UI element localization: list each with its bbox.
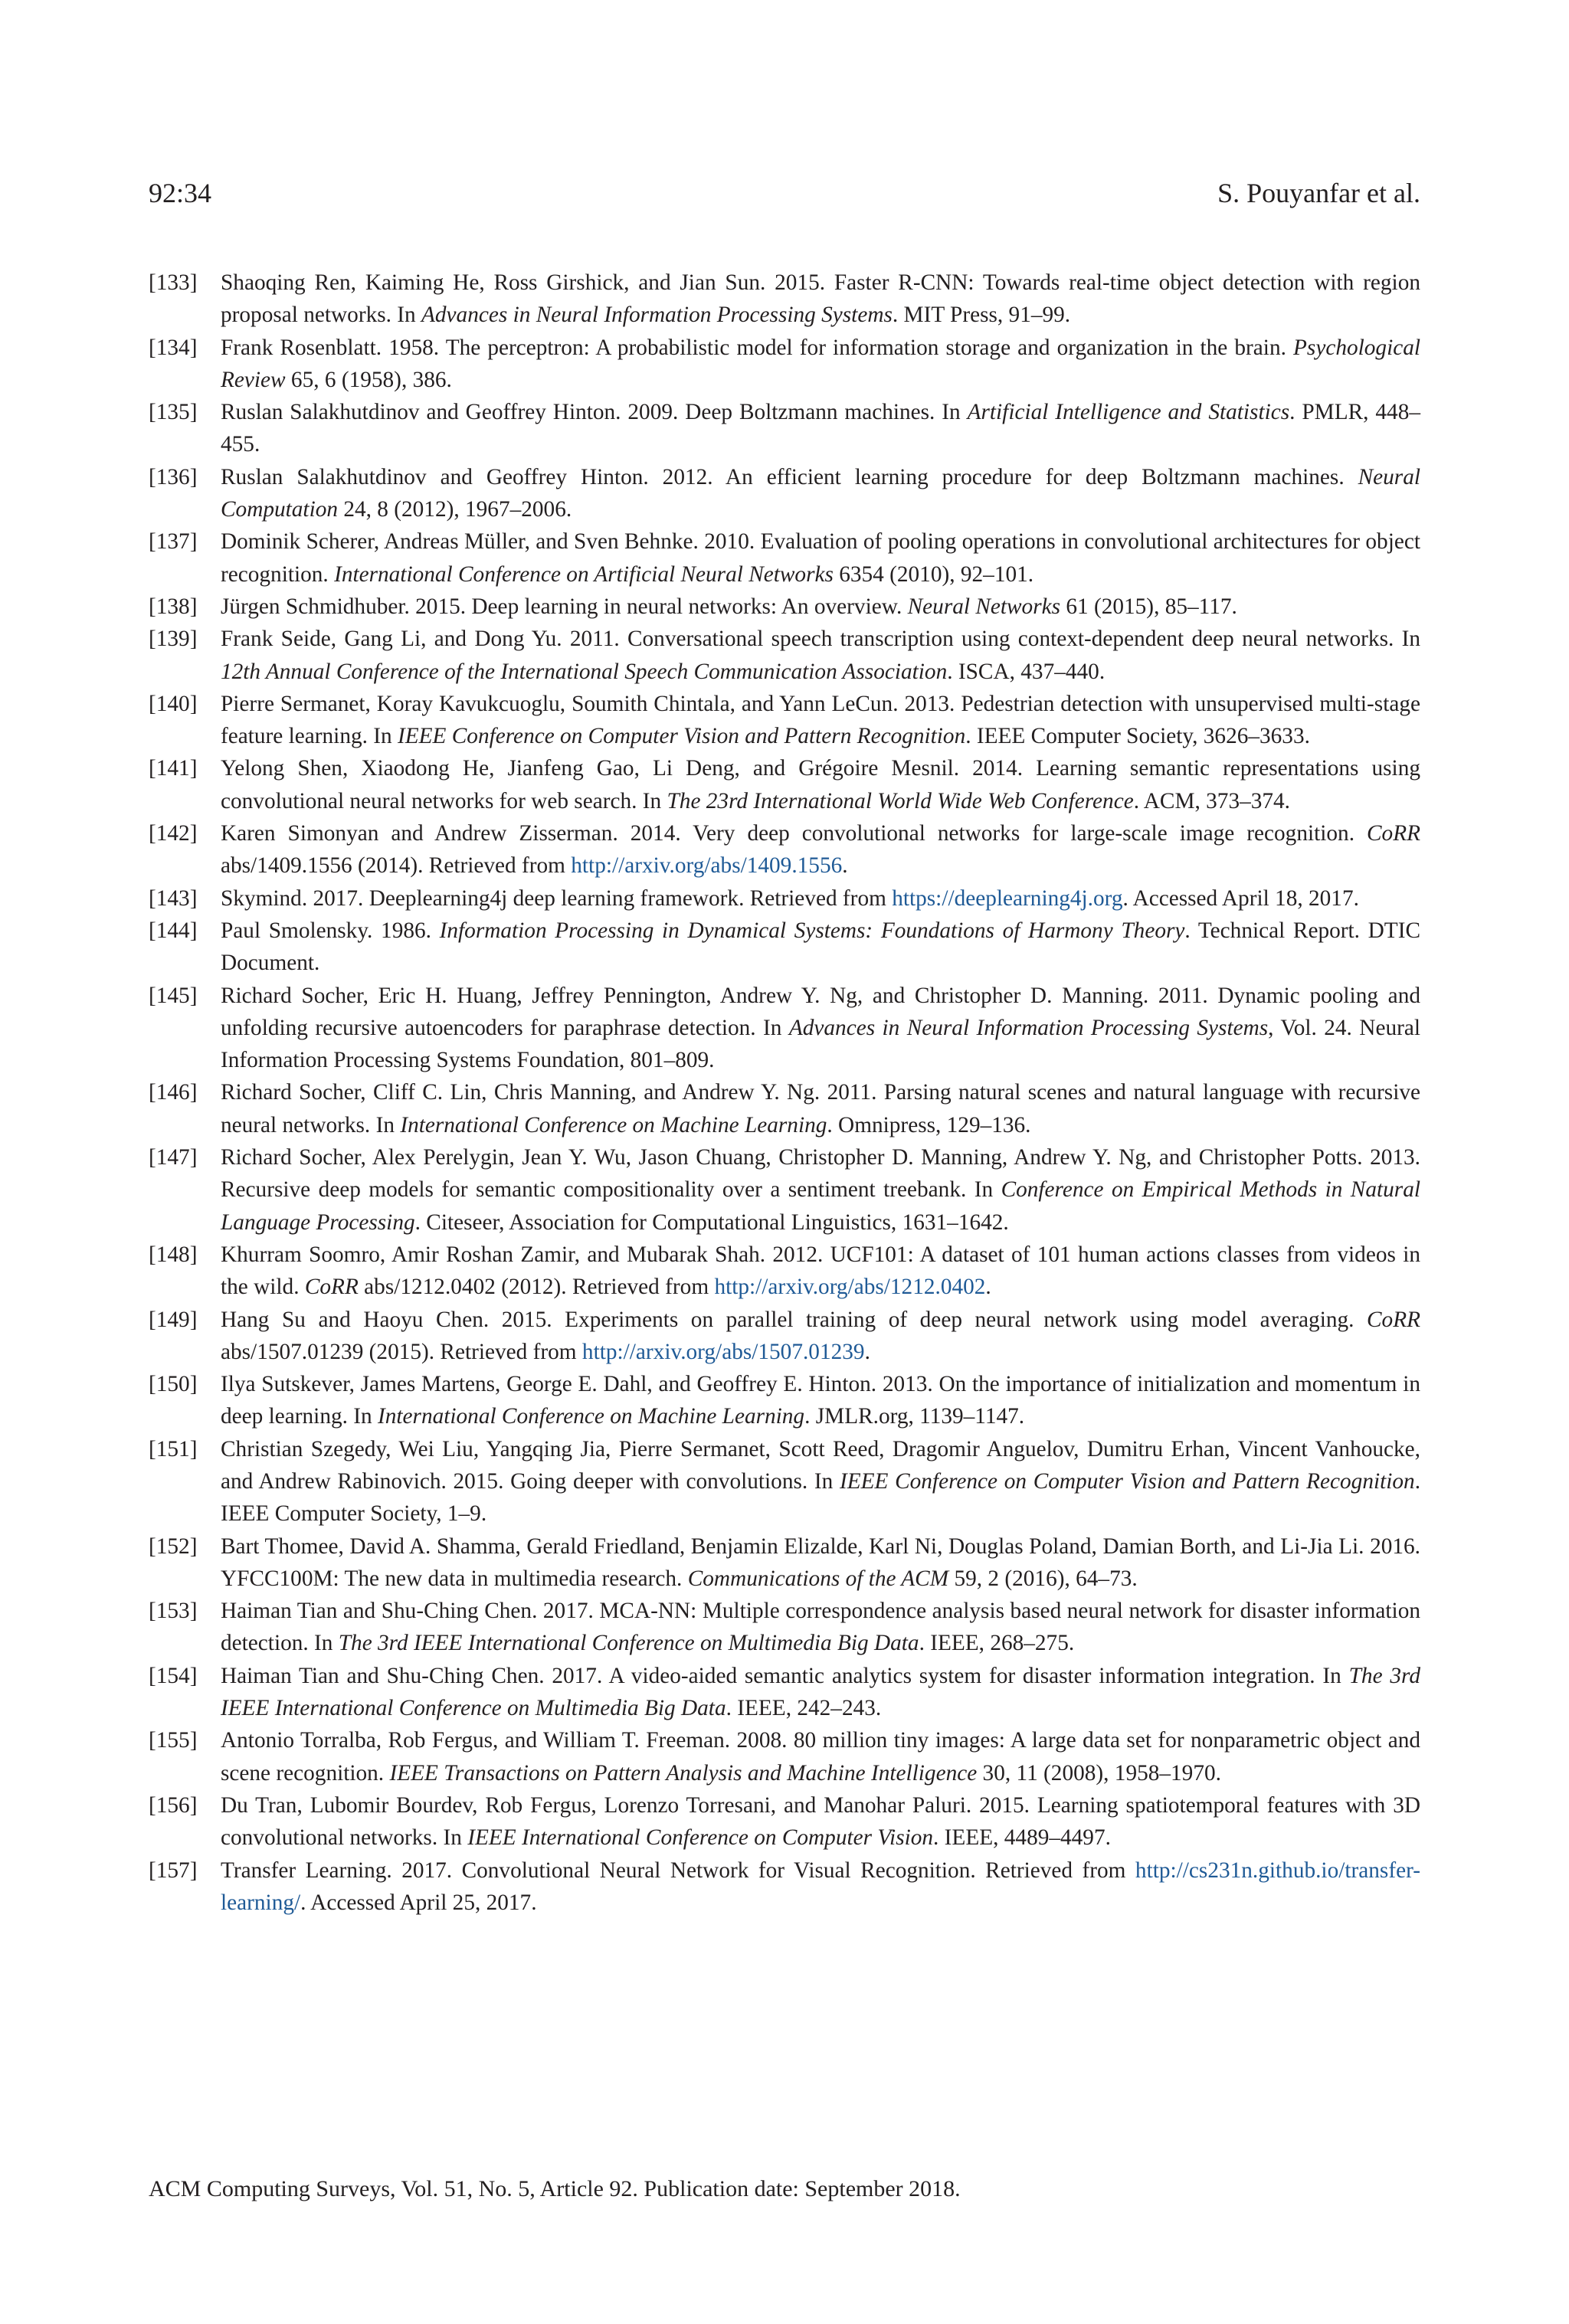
reference-venue: IEEE International Conference on Computer Vision	[467, 1825, 934, 1851]
reference-number: [136]	[149, 464, 198, 489]
reference-text: Christian Szegedy, Wei Liu, Yangqing Jia, Pierre Sermanet, Scott Reed, Dragomir Anguelov, Dumitru Erhan, Vincent Vanhoucke, and Andrew Rabinovich. 2015. Going deeper with convolutions. In	[221, 1436, 1420, 1494]
reference-text: Hang Su and Haoyu Chen. 2015. Experiments on parallel training of deep neural network using model averaging.	[221, 1307, 1368, 1332]
reference-text: Haiman Tian and Shu-Ching Chen. 2017. A video-aided semantic analytics system for disaster information integration. In	[221, 1663, 1349, 1688]
running-authors: S. Pouyanfar et al.	[1217, 178, 1420, 208]
reference-item	[149, 1660, 1420, 1725]
reference-number: [133]	[149, 270, 198, 295]
reference-text: abs/1212.0402 (2012). Retrieved from	[358, 1275, 715, 1300]
reference-item	[149, 525, 1420, 591]
reference-venue: CoRR	[1367, 821, 1420, 846]
reference-number: [135]	[149, 400, 198, 425]
reference-item	[149, 1789, 1420, 1854]
reference-item	[149, 1433, 1420, 1530]
reference-item	[149, 817, 1420, 882]
reference-venue: IEEE Conference on Computer Vision and Pattern Recognition	[398, 724, 966, 749]
reference-venue: 12th Annual Conference of the International Speech Communication Association	[221, 659, 948, 684]
reference-item	[149, 752, 1420, 817]
reference-text: Karen Simonyan and Andrew Zisserman. 2014. Very deep convolutional networks for large-scale image recognition.	[221, 821, 1368, 846]
reference-venue: IEEE Transactions on Pattern Analysis and Machine Intelligence	[389, 1760, 978, 1786]
reference-venue: Information Processing in Dynamical Systems: Foundations of Harmony Theory	[439, 918, 1185, 943]
reference-number: [151]	[149, 1436, 198, 1462]
reference-item	[149, 267, 1420, 332]
reference-number: [144]	[149, 918, 198, 943]
reference-text: Yelong Shen, Xiaodong He, Jianfeng Gao, Li Deng, and Grégoire Mesnil. 2014. Learning semantic representations using convolutional neural networks for web search. In	[221, 756, 1420, 813]
reference-text: 6354 (2010), 92–101.	[833, 561, 1034, 587]
reference-text: . PMLR, 448–455.	[221, 400, 1420, 457]
reference-item	[149, 1595, 1420, 1660]
reference-venue: CoRR	[304, 1275, 359, 1300]
reference-item	[149, 1724, 1420, 1789]
reference-item	[149, 332, 1420, 397]
reference-text: . MIT Press, 91–99.	[892, 303, 1071, 328]
reference-venue: International Conference on Machine Learning	[400, 1112, 827, 1137]
reference-text: 61 (2015), 85–117.	[1060, 594, 1237, 619]
reference-number: [141]	[149, 756, 198, 781]
reference-text: . Citeseer, Association for Computational Linguistics, 1631–1642.	[414, 1209, 1009, 1235]
reference-item	[149, 980, 1420, 1077]
reference-number: [134]	[149, 335, 198, 360]
reference-item	[149, 1076, 1420, 1141]
reference-text: Antonio Torralba, Rob Fergus, and William T. Freeman. 2008. 80 million tiny images: A large data set for nonparametric object and scene recognition.	[221, 1728, 1420, 1786]
reference-link[interactable]: http://arxiv.org/abs/1507.01239	[581, 1339, 865, 1364]
reference-text: . IEEE, 268–275.	[919, 1631, 1075, 1656]
reference-text: Khurram Soomro, Amir Roshan Zamir, and Mubarak Shah. 2012. UCF101: A dataset of 101 human actions classes from videos in the wild.	[221, 1242, 1420, 1300]
reference-text: Transfer Learning. 2017. Convolutional Neural Network for Visual Recognition. Retrieved from	[221, 1858, 1135, 1883]
reference-text: . Accessed April 18, 2017.	[1122, 885, 1359, 911]
reference-text: . IEEE, 4489–4497.	[933, 1825, 1111, 1851]
reference-venue: Psychological Review	[221, 335, 1420, 392]
reference-number: [150]	[149, 1372, 198, 1397]
reference-item	[149, 461, 1420, 526]
publication-footer: ACM Computing Surveys, Vol. 51, No. 5, Article 92. Publication date: September 2018.	[149, 2176, 961, 2201]
reference-venue: Advances in Neural Information Processing Systems	[421, 303, 893, 328]
reference-text: . Accessed April 25, 2017.	[300, 1890, 537, 1915]
reference-item	[149, 1239, 1420, 1304]
reference-item	[149, 591, 1420, 623]
running-header	[149, 175, 1420, 211]
reference-number: [147]	[149, 1145, 198, 1170]
reference-item	[149, 1368, 1420, 1433]
reference-venue: The 23rd International World Wide Web Conference	[667, 788, 1134, 813]
reference-item	[149, 623, 1420, 688]
reference-text: Haiman Tian and Shu-Ching Chen. 2017. MCA-NN: Multiple correspondence analysis based neural network for disaster information detection. In	[221, 1599, 1420, 1656]
reference-number: [138]	[149, 594, 198, 619]
page-label: 92:34	[149, 178, 212, 208]
reference-number: [155]	[149, 1728, 198, 1753]
reference-text: . Technical Report. DTIC Document.	[221, 918, 1420, 976]
reference-text: Jürgen Schmidhuber. 2015. Deep learning in neural networks: An overview.	[221, 594, 908, 619]
reference-item	[149, 915, 1420, 980]
reference-link[interactable]: http://cs231n.github.io/transfer-learning/	[221, 1858, 1420, 1915]
reference-item	[149, 1304, 1420, 1369]
reference-text: 65, 6 (1958), 386.	[285, 367, 452, 392]
reference-venue: Neural Networks	[907, 594, 1061, 619]
reference-venue: International Conference on Artificial Neural Networks	[334, 561, 834, 587]
reference-venue: The 3rd IEEE International Conference on Multimedia Big Data	[338, 1631, 919, 1656]
reference-text: Ruslan Salakhutdinov and Geoffrey Hinton. 2012. An efficient learning procedure for deep Boltzmann machines.	[221, 464, 1358, 489]
reference-number: [152]	[149, 1534, 198, 1559]
reference-number: [137]	[149, 529, 198, 555]
reference-link[interactable]: https://deeplearning4j.org	[892, 885, 1123, 911]
reference-number: [140]	[149, 691, 198, 716]
reference-item	[149, 688, 1420, 753]
reference-number: [156]	[149, 1792, 198, 1818]
reference-text: .	[842, 853, 848, 879]
reference-text: Dominik Scherer, Andreas Müller, and Sven Behnke. 2010. Evaluation of pooling operations in convolutional architectures for object recognition.	[221, 529, 1420, 587]
reference-text: .	[985, 1275, 991, 1300]
reference-number: [149]	[149, 1307, 198, 1332]
reference-link[interactable]: http://arxiv.org/abs/1212.0402	[714, 1275, 986, 1300]
reference-number: [148]	[149, 1242, 198, 1267]
reference-text: . ACM, 373–374.	[1133, 788, 1291, 813]
reference-number: [139]	[149, 627, 198, 652]
reference-text: , Vol. 24. Neural Information Processing Systems Foundation, 801–809.	[221, 1015, 1420, 1073]
reference-number: [142]	[149, 821, 198, 846]
reference-venue: Conference on Empirical Methods in Natural Language Processing	[221, 1177, 1420, 1235]
reference-number: [145]	[149, 983, 198, 1008]
reference-text: . Omnipress, 129–136.	[827, 1112, 1031, 1137]
reference-venue: The 3rd IEEE International Conference on Multimedia Big Data	[221, 1663, 1420, 1721]
reference-text: Richard Socher, Cliff C. Lin, Chris Manning, and Andrew Y. Ng. 2011. Parsing natural scenes and natural language with recursive neural networks. In	[221, 1080, 1420, 1137]
reference-item	[149, 396, 1420, 461]
reference-text: Richard Socher, Eric H. Huang, Jeffrey Pennington, Andrew Y. Ng, and Christopher D. Manning. 2011. Dynamic pooling and unfolding recursive autoencoders for paraphrase detection. In	[221, 983, 1420, 1040]
reference-text: abs/1507.01239 (2015). Retrieved from	[221, 1339, 582, 1364]
reference-text: Du Tran, Lubomir Bourdev, Rob Fergus, Lorenzo Torresani, and Manohar Paluri. 2015. Learning spatiotemporal features with 3D convolutional networks. In	[221, 1792, 1420, 1851]
reference-venue: CoRR	[1367, 1307, 1420, 1332]
reference-list	[149, 267, 1420, 1919]
reference-text: Ruslan Salakhutdinov and Geoffrey Hinton. 2009. Deep Boltzmann machines. In	[221, 400, 968, 425]
reference-text: 24, 8 (2012), 1967–2006.	[338, 497, 572, 522]
reference-text: Shaoqing Ren, Kaiming He, Ross Girshick, and Jian Sun. 2015. Faster R-CNN: Towards real-time object detection with region proposal networks. In	[221, 270, 1420, 328]
reference-text: Pierre Sermanet, Koray Kavukcuoglu, Soumith Chintala, and Yann LeCun. 2013. Pedestrian detection with unsupervised multi-stage feature learning. In	[221, 691, 1420, 749]
reference-text: .	[864, 1339, 870, 1364]
reference-text: abs/1409.1556 (2014). Retrieved from	[221, 853, 572, 879]
reference-text: Ilya Sutskever, James Martens, George E. Dahl, and Geoffrey E. Hinton. 2013. On the importance of initialization and momentum in deep learning. In	[221, 1372, 1420, 1429]
reference-number: [143]	[149, 885, 198, 911]
reference-item	[149, 1854, 1420, 1920]
reference-item	[149, 1530, 1420, 1596]
reference-text: Bart Thomee, David A. Shamma, Gerald Friedland, Benjamin Elizalde, Karl Ni, Douglas Poland, Damian Borth, and Li-Jia Li. 2016. YFCC100M: The new data in multimedia research.	[221, 1534, 1420, 1591]
reference-venue: International Conference on Machine Learning	[378, 1404, 805, 1429]
reference-text: Frank Rosenblatt. 1958. The perceptron: A probabilistic model for information storage and organization in the brain.	[221, 335, 1294, 360]
reference-text: . IEEE Computer Society, 3626–3633.	[965, 724, 1310, 749]
reference-text: . JMLR.org, 1139–1147.	[804, 1404, 1025, 1429]
reference-item	[149, 882, 1420, 915]
reference-text: Skymind. 2017. Deeplearning4j deep learning framework. Retrieved from	[221, 885, 893, 911]
reference-text: Frank Seide, Gang Li, and Dong Yu. 2011. Conversational speech transcription using context-dependent deep neural networks. In	[221, 627, 1420, 652]
reference-text: 59, 2 (2016), 64–73.	[948, 1566, 1138, 1591]
reference-venue: IEEE Conference on Computer Vision and Pattern Recognition	[839, 1468, 1415, 1494]
reference-number: [154]	[149, 1663, 198, 1688]
reference-text: . ISCA, 437–440.	[947, 659, 1106, 684]
reference-link[interactable]: http://arxiv.org/abs/1409.1556	[571, 853, 843, 879]
reference-item	[149, 1141, 1420, 1239]
reference-number: [157]	[149, 1858, 198, 1883]
reference-number: [153]	[149, 1599, 198, 1624]
reference-venue: Advances in Neural Information Processing Systems	[788, 1015, 1269, 1040]
reference-text: . IEEE, 242–243.	[726, 1696, 882, 1721]
reference-text: 30, 11 (2008), 1958–1970.	[977, 1760, 1221, 1786]
reference-venue: Artificial Intelligence and Statistics	[967, 400, 1290, 425]
reference-text: Richard Socher, Alex Perelygin, Jean Y. Wu, Jason Chuang, Christopher D. Manning, Andrew Y. Ng, and Christopher Potts. 2013. Recursive deep models for semantic compositionality over a sentiment treebank. In	[221, 1145, 1420, 1203]
reference-venue: Communications of the ACM	[687, 1566, 949, 1591]
reference-text: Paul Smolensky. 1986.	[221, 918, 440, 943]
reference-number: [146]	[149, 1080, 198, 1105]
reference-text: . IEEE Computer Society, 1–9.	[221, 1468, 1421, 1527]
reference-venue: Neural Computation	[221, 464, 1420, 522]
